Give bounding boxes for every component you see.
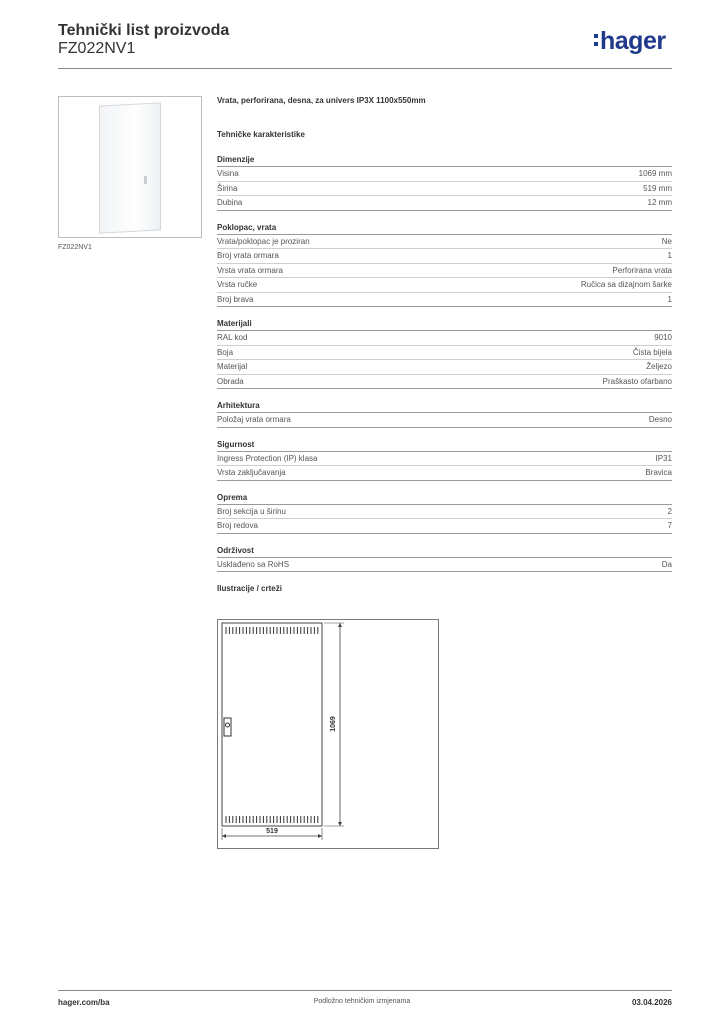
spec-label: Vrsta vrata ormara [217,265,283,275]
spec-row [217,249,672,264]
spec-section [217,154,672,211]
door-drawing-svg [218,620,438,848]
spec-row [217,375,672,390]
spec-row [217,264,672,279]
logo-dots-icon [594,34,599,46]
spec-row [217,235,672,250]
spec-label: Položaj vrata ormara [217,415,291,424]
spec-value: 12 mm [647,198,672,207]
spec-label: Boja [217,347,234,357]
spec-label: Broj brava [217,294,254,304]
spec-label: Obrada [217,376,244,386]
spec-value: 1 [667,251,672,260]
footer-website[interactable]: hager.com/ba [58,998,110,1007]
header-divider [58,68,672,69]
spec-section [217,492,672,534]
footer-divider [58,990,672,991]
spec-value: IP31 [655,453,672,463]
width-dimension-label: 519 [266,828,278,835]
spec-value: Praškasto ofarbano [602,376,672,386]
width-arrow-right [318,834,322,838]
spec-section [217,318,672,389]
spec-value: 519 mm [643,183,672,193]
page-title: Tehnički list proizvoda [58,22,230,39]
spec-row [217,558,672,573]
product-image [58,96,202,238]
logo-text: hager [600,27,666,55]
height-arrow-top [338,623,342,627]
illustrations-heading: Ilustracije / crteži [217,584,282,593]
footer-note: Podložno tehničkim izmjenama [313,998,411,1005]
height-arrow-bottom [338,822,342,826]
width-arrow-left [222,834,226,838]
height-dimension-label: 1069 [330,716,337,732]
spec-row [217,346,672,361]
spec-value: 9010 [654,333,672,342]
spec-label: RAL kod [217,333,248,342]
section-title: Materijali [217,318,672,331]
section-title: Dimenzije [217,154,672,167]
spec-label: Materijal [217,362,248,371]
product-image-caption: FZ022NV1 [58,244,92,251]
spec-label: Širina [217,183,238,193]
door-photo [99,102,161,233]
spec-row [217,360,672,375]
hager-logo [594,27,666,56]
section-title: Održivost [217,545,672,558]
spec-row [217,278,672,293]
spec-value: Perforirana vrata [612,265,672,275]
product-description: Vrata, perforirana, desna, za univers IP3X 1100x550mm [217,96,426,105]
door-handle [144,176,147,184]
spec-value: 1069 mm [638,169,672,178]
spec-label: Broj redova [217,521,258,530]
spec-label: Dubina [217,198,243,207]
section-title: Oprema [217,492,672,505]
spec-section [217,545,672,573]
spec-value: Čista bijela [632,347,672,357]
spec-section [217,400,672,428]
spec-label: Vrsta zaključavanja [217,468,286,477]
spec-row [217,413,672,428]
section-title: Sigurnost [217,439,672,452]
spec-value: Da [661,559,672,569]
section-title: Arhitektura [217,400,672,413]
spec-label: Visina [217,169,239,178]
spec-label: Vrsta ručke [217,280,258,289]
spec-value: Bravica [645,468,672,477]
vent-slots-top [226,627,318,634]
spec-row [217,293,672,308]
footer-date: 03.04.2026 [631,998,672,1007]
spec-value: Ručica sa dizajnom šarke [580,280,672,289]
spec-row [217,466,672,481]
tech-heading: Tehničke karakteristike [217,130,305,139]
spec-row [217,505,672,520]
spec-row [217,196,672,211]
spec-value: Desno [648,415,672,424]
spec-value: Ne [661,236,672,246]
spec-section [217,439,672,481]
spec-value: Željezo [646,362,672,371]
section-title: Poklopac, vrata [217,222,672,235]
spec-content [217,96,672,593]
spec-section [217,222,672,308]
spec-label: Broj sekcija u širinu [217,506,286,516]
spec-value: 7 [667,521,672,530]
spec-label: Vrata/poklopac je proziran [217,236,310,246]
spec-row [217,331,672,346]
spec-label: Ingress Protection (IP) klasa [217,453,318,463]
spec-row [217,167,672,182]
technical-drawing [217,619,439,849]
door-outline [222,623,322,826]
product-code: FZ022NV1 [58,40,136,57]
spec-sections [217,154,672,572]
vent-slots-bottom [226,816,318,823]
spec-value: 1 [667,294,672,304]
spec-label: Usklađeno sa RoHS [217,559,290,569]
spec-row [217,182,672,197]
spec-label: Broj vrata ormara [217,251,279,260]
spec-value: 2 [667,506,672,516]
spec-row [217,519,672,534]
spec-row [217,452,672,467]
